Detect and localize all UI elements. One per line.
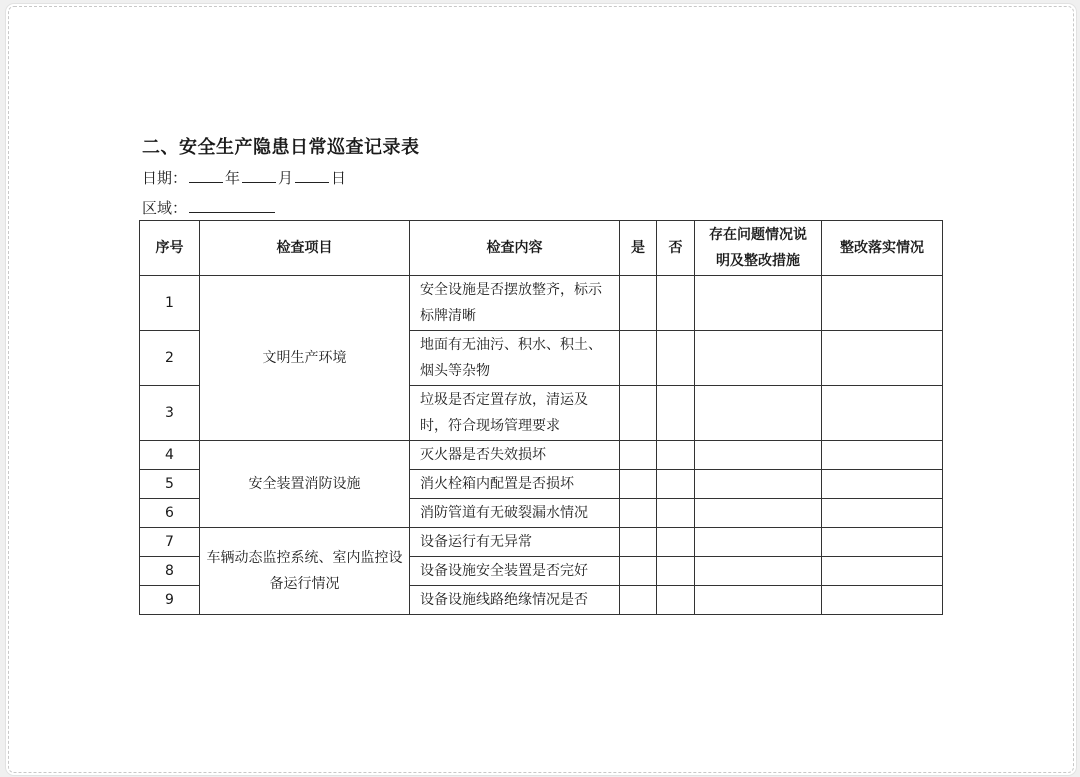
seq-cell: 6 [140,499,200,528]
issue-cell[interactable] [695,441,822,470]
yes-cell[interactable] [620,331,657,386]
no-cell[interactable] [657,557,695,586]
area-label: 区域： [142,199,188,217]
issue-cell[interactable] [695,331,822,386]
fix-cell[interactable] [822,499,943,528]
fix-cell[interactable] [822,331,943,386]
seq-cell: 2 [140,331,200,386]
issue-cell[interactable] [695,586,822,615]
fix-cell[interactable] [822,586,943,615]
fix-cell[interactable] [822,441,943,470]
seq-cell: 3 [140,386,200,441]
seq-cell: 8 [140,557,200,586]
content-cell: 地面有无油污、积水、积土、烟头等杂物 [410,331,620,386]
year-blank[interactable] [189,168,223,183]
no-cell[interactable] [657,386,695,441]
header-row [140,221,943,276]
fix-cell[interactable] [822,386,943,441]
fix-cell[interactable] [822,557,943,586]
content-cell: 垃圾是否定置存放，清运及时，符合现场管理要求 [410,386,620,441]
seq-cell: 4 [140,441,200,470]
table-row [140,276,943,331]
no-cell[interactable] [657,276,695,331]
table-row [140,528,943,557]
yes-cell[interactable] [620,557,657,586]
header-seq: 序号 [140,221,200,276]
content-cell: 设备设施线路绝缘情况是否 [410,586,620,615]
inspection-table [139,220,943,615]
month-label: 月 [278,169,294,187]
seq-cell: 7 [140,528,200,557]
day-label: 日 [331,169,347,187]
header-fix: 整改落实情况 [822,221,943,276]
header-no: 否 [657,221,695,276]
issue-cell[interactable] [695,528,822,557]
yes-cell[interactable] [620,528,657,557]
item-cell: 文明生产环境 [200,276,410,441]
issue-cell[interactable] [695,386,822,441]
issue-cell[interactable] [695,470,822,499]
content-cell: 安全设施是否摆放整齐，标示标牌清晰 [410,276,620,331]
yes-cell[interactable] [620,386,657,441]
no-cell[interactable] [657,470,695,499]
yes-cell[interactable] [620,441,657,470]
issue-cell[interactable] [695,499,822,528]
area-blank[interactable] [189,198,275,213]
fix-cell[interactable] [822,470,943,499]
fix-cell[interactable] [822,528,943,557]
no-cell[interactable] [657,441,695,470]
year-label: 年 [225,169,241,187]
seq-cell: 1 [140,276,200,331]
date-label: 日期： [142,169,188,187]
header-yes: 是 [620,221,657,276]
seq-cell: 5 [140,470,200,499]
content-cell: 消火栓箱内配置是否损坏 [410,470,620,499]
item-cell: 车辆动态监控系统、室内监控设备运行情况 [200,528,410,615]
date-line [142,167,346,188]
yes-cell[interactable] [620,586,657,615]
fix-cell[interactable] [822,276,943,331]
content-cell: 消防管道有无破裂漏水情况 [410,499,620,528]
seq-cell: 9 [140,586,200,615]
yes-cell[interactable] [620,276,657,331]
no-cell[interactable] [657,528,695,557]
header-issue: 存在问题情况说明及整改措施 [695,221,822,276]
item-cell: 安全装置消防设施 [200,441,410,528]
content-cell: 灭火器是否失效损坏 [410,441,620,470]
area-line [142,197,277,218]
header-item: 检查项目 [200,221,410,276]
no-cell[interactable] [657,499,695,528]
document-title: 二、安全生产隐患日常巡查记录表 [142,137,420,158]
yes-cell[interactable] [620,499,657,528]
yes-cell[interactable] [620,470,657,499]
no-cell[interactable] [657,331,695,386]
header-content: 检查内容 [410,221,620,276]
no-cell[interactable] [657,586,695,615]
content-cell: 设备设施安全装置是否完好 [410,557,620,586]
day-blank[interactable] [295,168,329,183]
issue-cell[interactable] [695,276,822,331]
table-row [140,441,943,470]
issue-cell[interactable] [695,557,822,586]
content-cell: 设备运行有无异常 [410,528,620,557]
month-blank[interactable] [242,168,276,183]
